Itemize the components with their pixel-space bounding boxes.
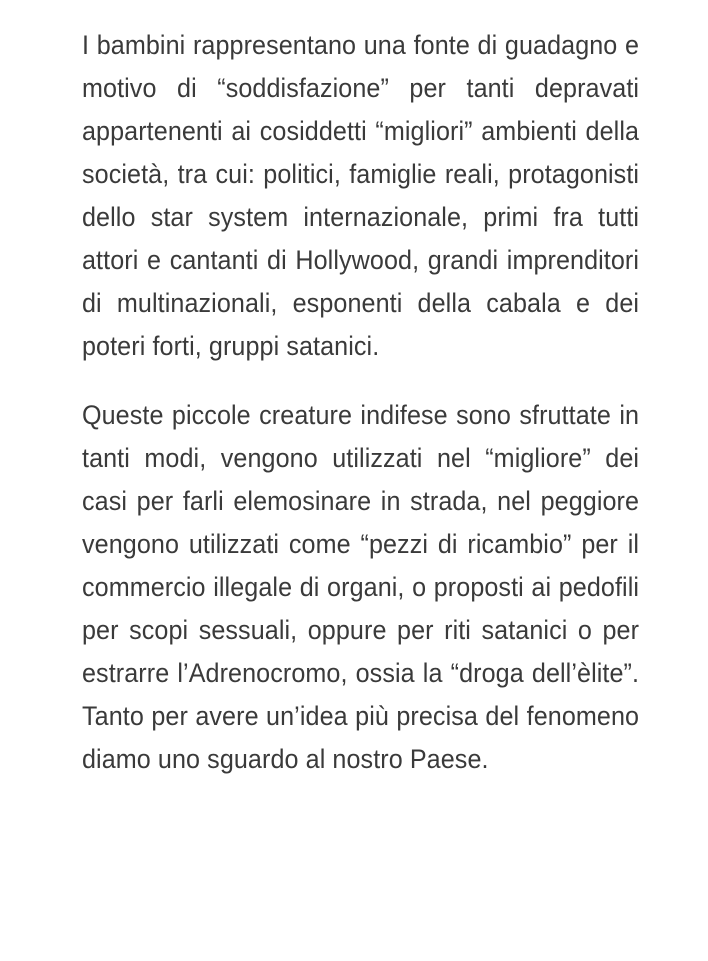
paragraph-2: Queste piccole creature indifese sono sfruttate in tanti modi, vengono utilizzati nel “migliore” dei casi per farli elemosinare in strada, nel peggiore vengono utilizzati come “pezzi di ricambio” per il commercio illegale di organi, o proposti ai pedofili per scopi sessuali, oppure per riti satanici o per estrarre l’Adrenocromo, ossia la “droga dell’èlite”. Tanto per avere un’idea più precisa del fenomeno diamo uno sguardo al nostro Paese. [82,400,640,774]
article-body [82,24,639,781]
paragraph-1: I bambini rappresentano una fonte di guadagno e motivo di “soddisfazione” per tanti depravati appartenenti ai cosiddetti “migliori” ambienti della società, tra cui: politici, famiglie reali, protagonisti dello star system internazionale, primi fra tutti attori e cantanti di Hollywood, grandi imprenditori di multinazionali, esponenti della cabala e dei poteri forti, gruppi satanici. [82,30,640,361]
